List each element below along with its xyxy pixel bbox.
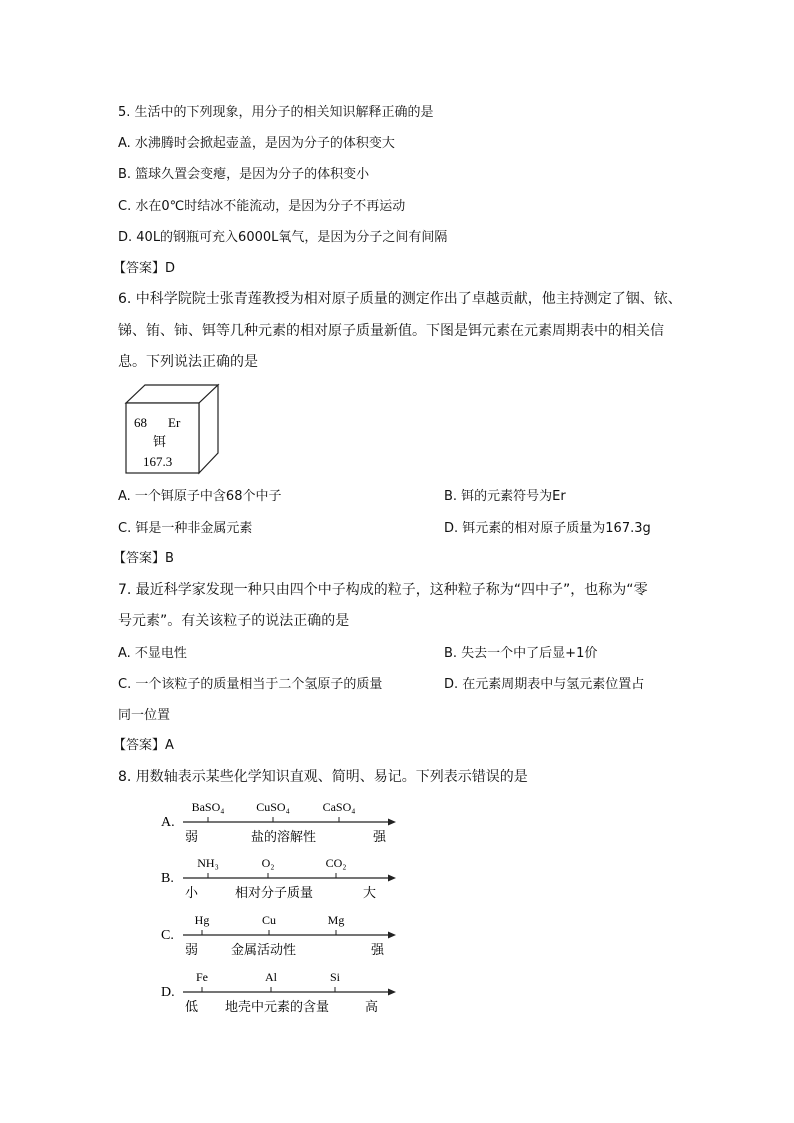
number-line-b [161,856,396,901]
q7-option-d-cont: 同一位置 [118,708,171,723]
q6-stem-line3: 息。下列说法正确的是 [118,354,258,370]
axis-a-item-1: BaSO₄ [191,800,225,814]
axis-d-item-1: Fe [196,970,208,984]
axis-b-letter: B. [161,871,174,886]
axis-d-low: 低 [185,1000,199,1015]
axis-d-item-3: Si [329,970,341,984]
q5-option-b: B. 篮球久置会变瘪，是因为分子的体积变小 [118,167,370,182]
element-cell-erbium [118,383,228,477]
axis-c-item-2: Cu [261,913,277,927]
axis-a-letter: A. [161,815,175,830]
axis-c-label: 金属活动性 [231,943,297,958]
element-atomic-number: 68 [134,415,147,430]
axis-d-label: 地壳中元素的含量 [225,1000,330,1015]
axis-c-low: 弱 [185,943,199,958]
axis-d-high: 高 [365,1000,379,1015]
q7-stem-line2: 号元素”。有关该粒子的说法正确的是 [118,613,350,629]
q7-option-d: D. 在元素周期表中与氢元素位置占 [444,677,645,692]
axis-a-label: 盐的溶解性 [251,830,317,845]
number-line-a [161,800,396,845]
q5-option-d: D. 40L的钢瓶可充入6000L氧气，是因为分子之间有间隔 [118,230,448,245]
q5-option-a: A. 水沸腾时会掀起壶盖，是因为分子的体积变大 [118,136,395,151]
q5-option-c: C. 水在0℃时结冰不能流动，是因为分子不再运动 [118,199,406,214]
axis-b-item-1: NH₃ [197,856,219,870]
q6-option-a: A. 一个铒原子中含68个中子 [118,489,282,504]
axis-b-high: 大 [363,886,377,901]
axis-c-high: 强 [371,943,385,958]
axis-a-low: 弱 [185,830,199,845]
q6-option-d: D. 铒元素的相对原子质量为167.3g [444,521,651,536]
axis-c-item-1: Hg [194,913,210,927]
q7-option-c: C. 一个该粒子的质量相当于二个氢原子的质量 [118,677,383,692]
q6-option-c: C. 铒是一种非金属元素 [118,521,253,536]
q7-option-b: B. 失去一个中了后显+1价 [444,646,598,661]
q5-stem: 5. 生活中的下列现象，用分子的相关知识解释正确的是 [118,105,434,120]
axis-b-label: 相对分子质量 [235,886,314,901]
q7-option-a: A. 不显电性 [118,646,187,661]
axis-b-low: 小 [185,886,199,901]
q5-answer: 【答案】D [113,261,176,276]
q7-stem-line1: 7. 最近科学家发现一种只由四个中子构成的粒子，这种粒子称为“四中子”，也称为“零 [118,582,648,598]
q6-stem-line1: 6. 中科学院院士张青莲教授为相对原子质量的测定作出了卓越贡献，他主持测定了铟、铱、 [118,291,682,307]
number-line-d [161,970,396,1015]
axis-c-letter: C. [161,928,174,943]
number-line-figure [155,793,405,1025]
q6-answer: 【答案】B [113,551,174,566]
axis-a-high: 强 [373,830,387,845]
element-symbol: Er [168,415,181,430]
axis-b-item-3: CO₂ [325,856,347,870]
q6-option-b: B. 铒的元素符号为Er [444,489,566,504]
axis-c-item-3: Mg [327,913,345,927]
axis-a-item-3: CaSO₄ [322,800,356,814]
q6-stem-line2: 锑、铕、铈、铒等几种元素的相对原子质量新值。下图是铒元素在元素周期表中的相关信 [118,323,664,339]
axis-d-item-2: Al [265,970,277,984]
element-atomic-mass: 167.3 [143,454,173,469]
q8-stem: 8. 用数轴表示某些化学知识直观、简明、易记。下列表示错误的是 [118,769,528,785]
axis-d-letter: D. [161,985,175,1000]
element-name: 铒 [153,435,167,450]
axis-b-item-2: O₂ [261,856,275,870]
number-line-c [161,913,396,958]
q7-answer: 【答案】A [113,738,174,753]
axis-a-item-2: CuSO₄ [256,800,290,814]
